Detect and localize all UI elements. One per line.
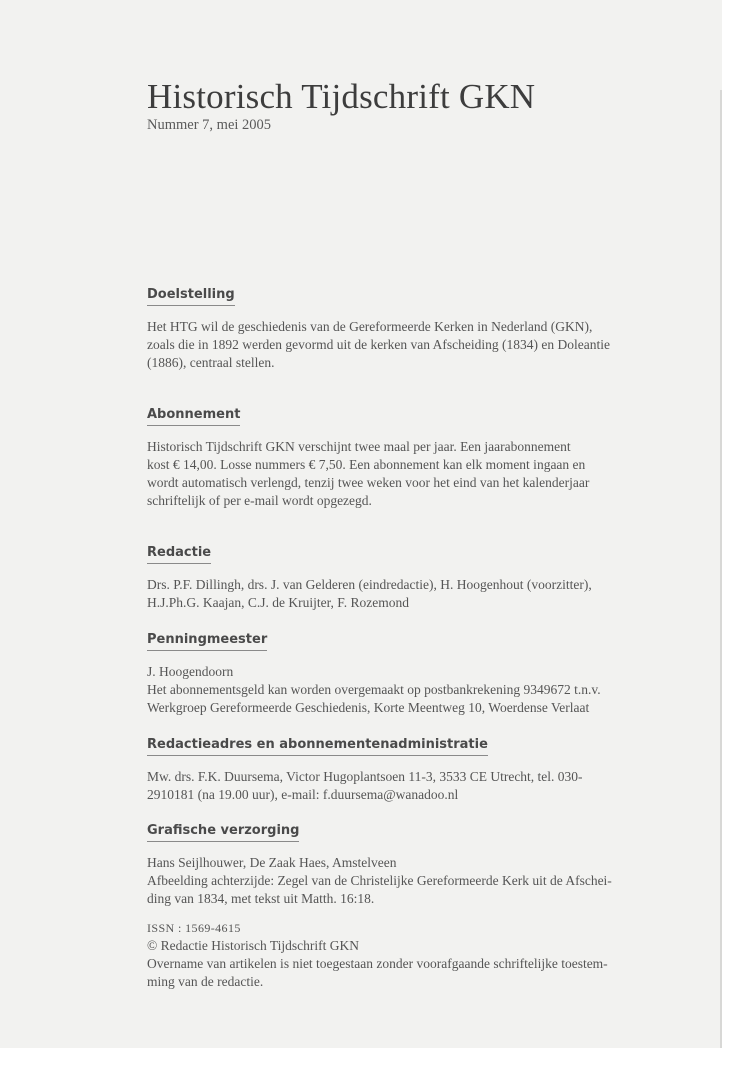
body-line: schriftelijk of per e-mail wordt opgezegd. bbox=[147, 493, 372, 508]
body-line: kost € 14,00. Losse nummers € 7,50. Een abonnement kan elk moment ingaan en bbox=[147, 457, 586, 472]
section-redactieadres bbox=[147, 735, 643, 804]
body-line: (1886), centraal stellen. bbox=[147, 355, 275, 370]
body-line: Het HTG wil de geschiedenis van de Gereformeerde Kerken in Nederland (GKN), bbox=[147, 319, 593, 334]
body-line: 2910181 (na 19.00 uur), e-mail: f.duursema@wanadoo.nl bbox=[147, 787, 459, 802]
section-redactie bbox=[147, 543, 643, 612]
section-body-grafisch bbox=[147, 854, 643, 908]
journal-title: Historisch Tijdschrift GKN bbox=[147, 77, 536, 116]
section-body-doelstelling bbox=[147, 318, 643, 372]
section-heading-redactie: Redactie bbox=[147, 545, 211, 564]
body-line: H.J.Ph.G. Kaajan, C.J. de Kruijter, F. Rozemond bbox=[147, 595, 409, 610]
issue-subtitle: Nummer 7, mei 2005 bbox=[147, 117, 272, 133]
section-doelstelling bbox=[147, 285, 643, 372]
body-line: Mw. drs. F.K. Duursema, Victor Hugoplantsoen 11-3, 3533 CE Utrecht, tel. 030- bbox=[147, 769, 583, 784]
section-penningmeester bbox=[147, 630, 643, 717]
section-heading-abonnement: Abonnement bbox=[147, 407, 240, 426]
section-heading-penningmeester: Penningmeester bbox=[147, 632, 267, 651]
body-line: Hans Seijlhouwer, De Zaak Haes, Amstelveen bbox=[147, 855, 397, 870]
body-line: Het abonnementsgeld kan worden overgemaakt op postbankrekening 9349672 t.n.v. bbox=[147, 682, 601, 697]
section-heading-redactieadres: Redactieadres en abonnementenadministratie bbox=[147, 737, 488, 756]
body-line: J. Hoogendoorn bbox=[147, 664, 234, 679]
copyright-notice: © Redactie Historisch Tijdschrift GKN bbox=[147, 938, 359, 953]
footer-line: ming van de redactie. bbox=[147, 974, 264, 989]
body-line: Werkgroep Gereformeerde Geschiedenis, Korte Meentweg 10, Woerdense Verlaat bbox=[147, 700, 590, 715]
section-abonnement bbox=[147, 405, 643, 510]
section-body-redactie bbox=[147, 576, 643, 612]
section-body-penningmeester bbox=[147, 663, 643, 717]
body-line: ding van 1834, met tekst uit Matth. 16:18. bbox=[147, 891, 375, 906]
body-line: Drs. P.F. Dillingh, drs. J. van Gelderen (eindredactie), H. Hoogenhout (voorzitter), bbox=[147, 577, 592, 592]
footer-line: Overname van artikelen is niet toegestaan zonder voorafgaande schriftelijke toestem- bbox=[147, 956, 608, 971]
body-line: wordt automatisch verlengd, tenzij twee weken voor het eind van het kalenderjaar bbox=[147, 475, 590, 490]
section-body-abonnement bbox=[147, 438, 643, 510]
body-line: Historisch Tijdschrift GKN verschijnt twee maal per jaar. Een jaarabonnement bbox=[147, 439, 571, 454]
issn-number: ISSN : 1569-4615 bbox=[147, 921, 241, 935]
section-grafisch bbox=[147, 821, 643, 908]
body-line: zoals die in 1892 werden gevormd uit de kerken van Afscheiding (1834) en Doleantie bbox=[147, 337, 610, 352]
section-heading-grafisch: Grafische verzorging bbox=[147, 823, 299, 842]
colophon-footer bbox=[147, 919, 643, 991]
body-line: Afbeelding achterzijde: Zegel van de Christelijke Gereformeerde Kerk uit de Afschei- bbox=[147, 873, 612, 888]
page-edge bbox=[720, 90, 722, 1048]
section-body-redactieadres bbox=[147, 768, 643, 804]
section-heading-doelstelling: Doelstelling bbox=[147, 287, 235, 306]
masthead bbox=[147, 78, 643, 134]
